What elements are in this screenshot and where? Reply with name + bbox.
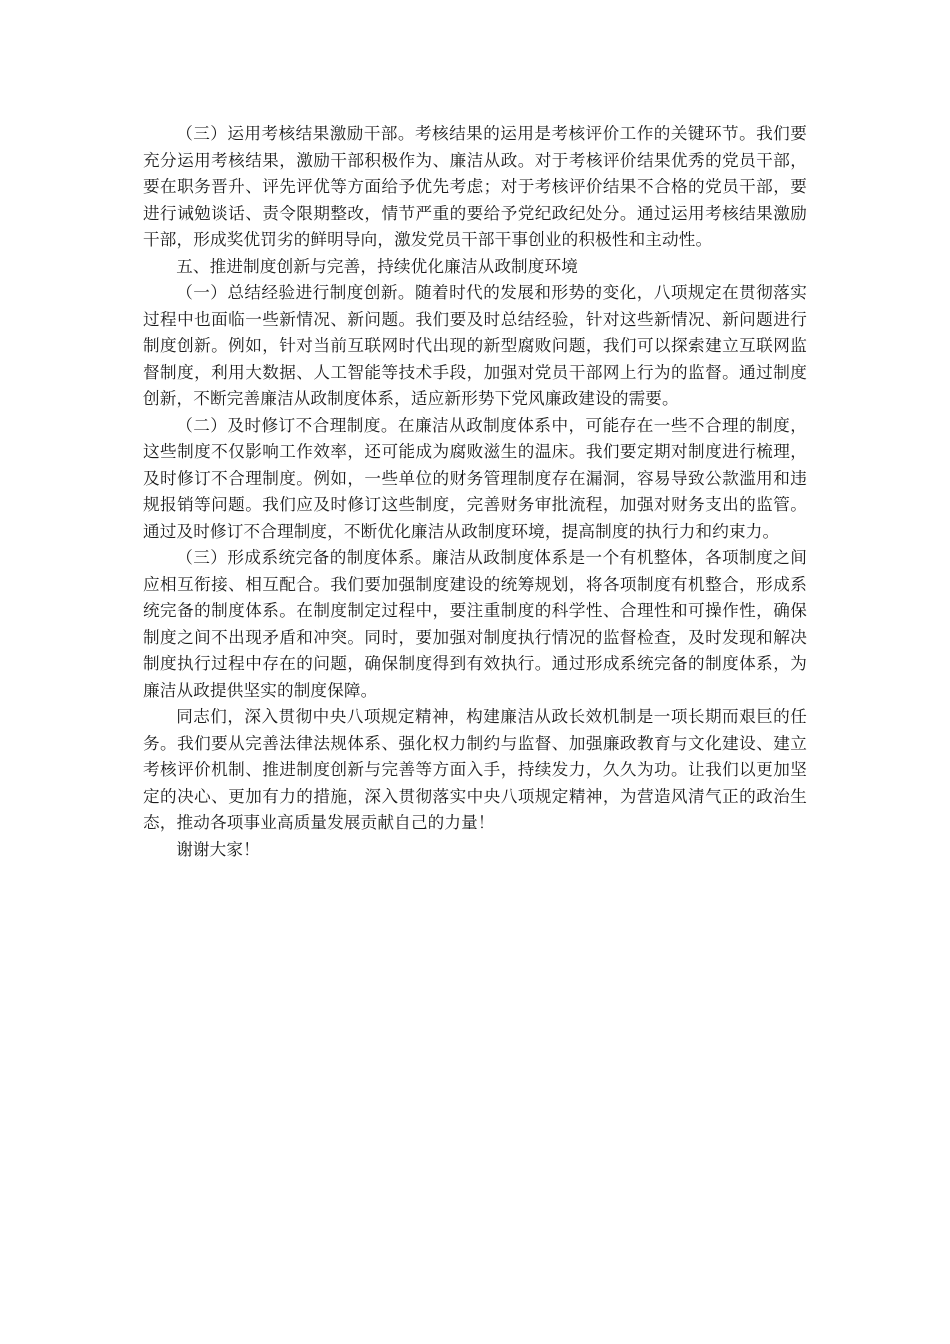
paragraph-closing-remarks: 同志们，深入贯彻中央八项规定精神，构建廉洁从政长效机制是一项长期而艰巨的任务。我们要从完善法律法规体系、强化权力制约与监督、加强廉政教育与文化建设、建立考核评价机制、推进制度创新与完善等方面入手，持续发力，久久为功。让我们以更加坚定的决心、更加有力的措施，深入贯彻落实中央八项规定精神，为营造风清气正的政治生态，推动各项事业高质量发展贡献自己的力量！ (143, 707, 807, 832)
paragraph-use-assessment-results: （三）运用考核结果激励干部。考核结果的运用是考核评价工作的关键环节。我们要充分运用考核结果，激励干部积极作为、廉洁从政。对于考核评价结果优秀的党员干部，要在职务晋升、评先评优等方面给予优先考虑；对于考核评价结果不合格的党员干部，要进行诫勉谈话、责令限期整改，情节严重的要给予党纪政纪处分。通过运用考核结果激励干部，形成奖优罚劣的鲜明导向，激发党员干部干事创业的积极性和主动性。 (143, 124, 807, 249)
paragraph-revise-unreasonable-systems: （二）及时修订不合理制度。在廉洁从政制度体系中，可能存在一些不合理的制度，这些制度不仅影响工作效率，还可能成为腐败滋生的温床。我们要定期对制度进行梳理，及时修订不合理制度。例如，一些单位的财务管理制度存在漏洞，容易导致公款滥用和违规报销等问题。我们应及时修订这些制度，完善财务审批流程，加强对财务支出的监管。通过及时修订不合理制度，不断优化廉洁从政制度环境，提高制度的执行力和约束力。 (143, 415, 807, 541)
paragraph-complete-system: （三）形成系统完备的制度体系。廉洁从政制度体系是一个有机整体，各项制度之间应相互衔接、相互配合。我们要加强制度建设的统筹规划，将各项制度有机整合，形成系统完备的制度体系。在制度制定过程中，要注重制度的科学性、合理性和可操作性，确保制度之间不出现矛盾和冲突。同时，要加强对制度执行情况的监督检查，及时发现和解决制度执行过程中存在的问题，确保制度得到有效执行。通过形成系统完备的制度体系，为廉洁从政提供坚实的制度保障。 (143, 548, 807, 700)
section-heading-five: 五、推进制度创新与完善，持续优化廉洁从政制度环境 (176, 256, 579, 276)
paragraph-thanks: 谢谢大家！ (176, 839, 260, 859)
document-body (143, 121, 807, 863)
paragraph-institutional-innovation: （一）总结经验进行制度创新。随着时代的发展和形势的变化，八项规定在贯彻落实过程中也面临一些新情况、新问题。我们要及时总结经验，针对这些新情况、新问题进行制度创新。例如，针对当前互联网时代出现的新型腐败问题，我们可以探索建立互联网监督制度，利用大数据、人工智能等技术手段，加强对党员干部网上行为的监督。通过制度创新，不断完善廉洁从政制度体系，适应新形势下党风廉政建设的需要。 (143, 283, 807, 408)
